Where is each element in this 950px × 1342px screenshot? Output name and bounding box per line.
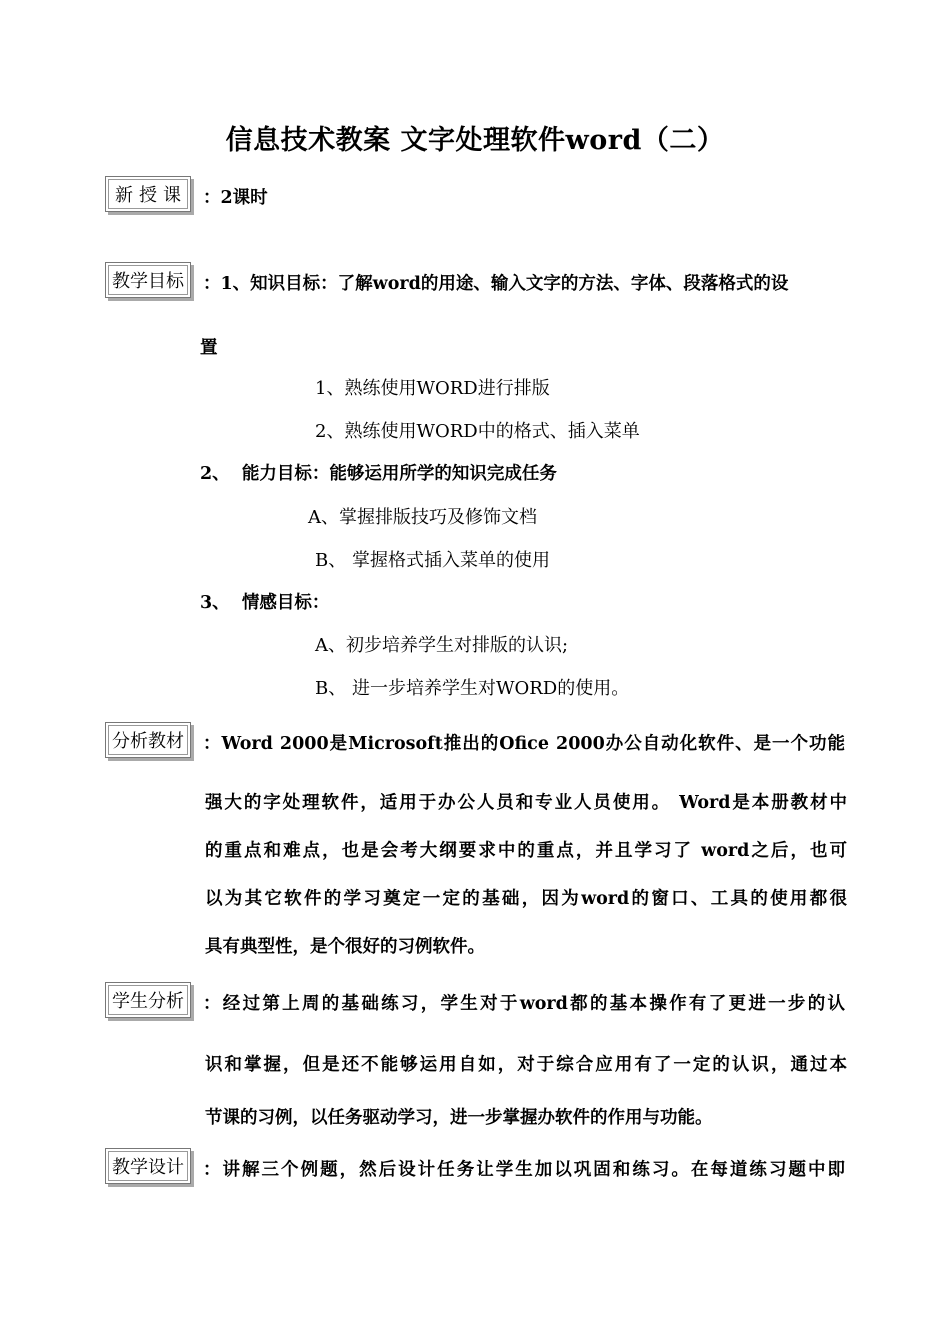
new-lesson-hours: ：2课时 [203,188,268,208]
objectives-emotion: 3、 情感目标： [200,593,330,613]
objectives-knowledge-line-cont: 置 [200,338,218,358]
objectives-ability-a: A、掌握排版技巧及修饰文档 [308,507,537,528]
material-line-1: ：Word 2000是Microsoft推出的Ofice 2000办公自动化软件、是一个功能 [203,734,845,754]
objectives-emotion-a: A、初步培养学生对排版的认识; [315,635,569,656]
students-line-2: 识和掌握，但是还不能够运用自如，对于综合应用有了一定的认识，通过本 [205,1055,847,1075]
material-line-2: 强大的字处理软件，适用于办公人员和专业人员使用。 Word是本册教材中 [205,793,847,813]
objectives-ability-b: B、 掌握格式插入菜单的使用 [315,550,550,571]
objectives-sub-2: 2、熟练使用WORD中的格式、插入菜单 [315,421,640,442]
objectives-knowledge-line: ：1、知识目标：了解word的用途、输入文字的方法、字体、段落格式的设 [203,274,789,294]
students-line-1: ：经过第上周的基础练习，学生对于word都的基本操作有了更进一步的认 [203,994,845,1014]
design-label: 教学设计 [105,1148,191,1184]
objectives-sub-1: 1、熟练使用WORD进行排版 [315,378,550,399]
objectives-ability: 2、 能力目标：能够运用所学的知识完成任务 [200,464,557,484]
new-lesson-label: 新授课 [105,176,191,212]
objectives-label: 教学目标 [105,262,191,298]
material-paragraph [205,779,847,971]
material-line-3: 的重点和难点，也是会考大纲要求中的重点，并且学习了 word之后，也可 [205,841,847,861]
students-paragraph [205,1039,847,1145]
page-title: 信息技术教案 文字处理软件word（二） [225,125,725,156]
material-label: 分析教材 [105,722,191,758]
design-line-1: ：讲解三个例题，然后设计任务让学生加以巩固和练习。在每道练习题中即 [203,1160,845,1180]
objectives-emotion-b: B、 进一步培养学生对WORD的使用。 [315,678,630,699]
material-line-4: 以为其它软件的学习奠定一定的基础，因为word的窗口、工具的使用都很 [205,889,847,909]
material-line-5: 具有典型性，是个很好的习例软件。 [205,937,485,957]
students-label: 学生分析 [105,982,191,1018]
students-line-3: 节课的习例，以任务驱动学习，进一步掌握办软件的作用与功能。 [205,1108,713,1128]
